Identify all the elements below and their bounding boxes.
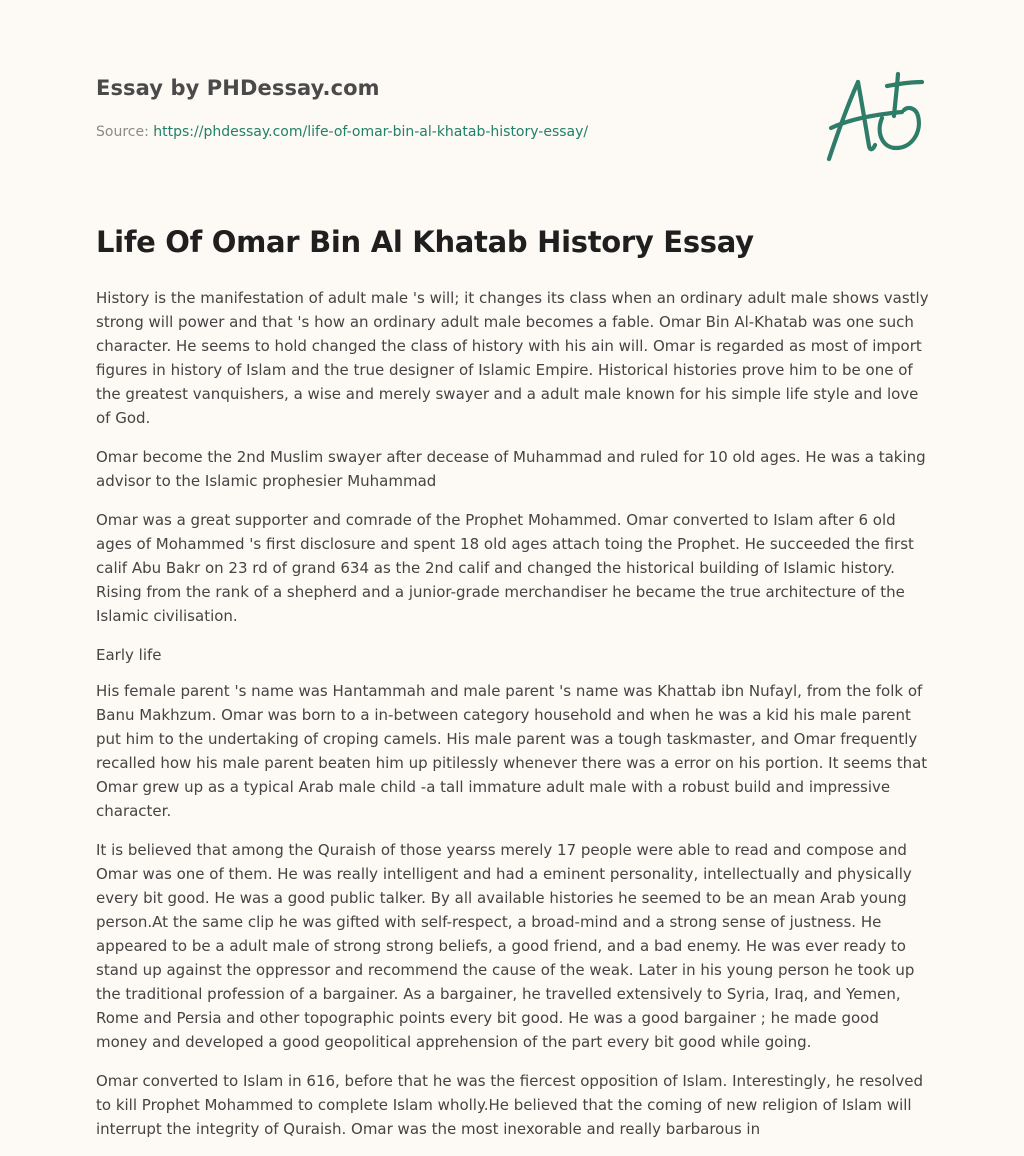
essay-paragraph: Omar was a great supporter and comrade of the Prophet Mohammed. Omar converted to Islam after 6 old ages of Mohammed 's first disclosure and spent 18 old ages attach toing the Prophet. He succeeded the first calif Abu Bakr on 23 rd of grand 634 as the 2nd calif and changed the historical building of Islamic history. Rising from the rank of a shepherd and a junior-grade merchandiser he became the true architecture of the Islamic civilisation. xyxy=(96,511,914,625)
source-link[interactable]: https://phdessay.com/life-of-omar-bin-al-khatab-history-essay/ xyxy=(153,124,589,140)
essay-body xyxy=(96,286,932,1156)
section-heading-early-life: Early life xyxy=(96,646,162,664)
essay-paragraph: Omar become the 2nd Muslim swayer after decease of Muhammad and ruled for 10 old ages. He was a taking advisor to the Islamic prophesier Muhammad xyxy=(96,448,926,490)
essay-paragraph: His female parent 's name was Hantammah and male parent 's name was Khattab ibn Nufayl, from the folk of Banu Makhzum. Omar was born to a in-between category household and when he was a kid his male parent put him to the undertaking of croping camels. His male parent was a tough taskmaster, and Omar frequently recalled how his male parent beaten him up pitilessly whenever there was a error on his portion. It seems that Omar grew up as a typical Arab male child -a tall immature adult male with a robust build and impressive character. xyxy=(96,682,928,820)
site-brand: Essay by PHDessay.com xyxy=(96,76,380,100)
essay-paragraph: It is believed that among the Quraish of those yearss merely 17 people were able to read and compose and Omar was one of them. He was really intelligent and had a eminent personality, intellectually and physically every bit good. He was a good public talker. By all available histories he seemed to be an mean Arab young person.At the same clip he was gifted with self-respect, a broad-mind and a strong sense of justness. He appeared to be a adult male of strong strong beliefs, a good friend, and a bad enemy. He was ever ready to stand up against the oppressor and recommend the cause of the weak. Later in his young person he took up the traditional profession of a bargainer. As a bargainer, he travelled extensively to Syria, Iraq, and Yemen, Rome and Persia and other topographic points every bit good. He was a good bargainer ; he made good money and developed a good geopolitical apprehension of the part every bit good while going. xyxy=(96,841,915,1051)
source-label: Source: xyxy=(96,124,149,140)
a-plus-grade-icon xyxy=(822,66,928,166)
essay-paragraph: History is the manifestation of adult male 's will; it changes its class when an ordinary adult male shows vastly strong will power and that 's how an ordinary adult male becomes a fable. Omar Bin Al-Khatab was one such character. He seems to hold changed the class of history with his ain will. Omar is regarded as most of import figures in history of Islam and the true designer of Islamic Empire. Historical histories prove him to be one of the greatest vanquishers, a wise and merely swayer and a adult male known for his simple life style and love of God. xyxy=(96,289,929,427)
essay-paragraph: Omar converted to Islam in 616, before that he was the fiercest opposition of Islam. Interestingly, he resolved to kill Prophet Mohammed to complete Islam wholly.He believed that the coming of new religion of Islam will interrupt the integrity of Quraish. Omar was the most inexorable and really barbarous in xyxy=(96,1072,924,1138)
essay-title: Life Of Omar Bin Al Khatab History Essay xyxy=(96,225,754,259)
source-line xyxy=(96,124,588,140)
